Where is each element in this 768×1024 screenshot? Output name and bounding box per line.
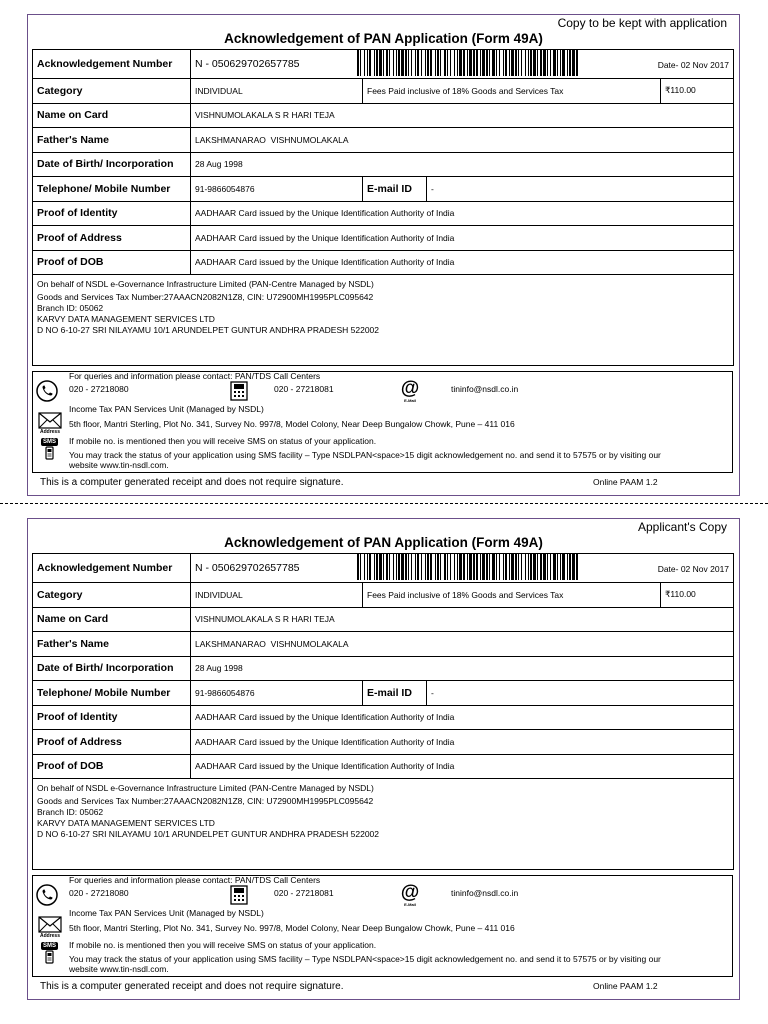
barcode-bar xyxy=(408,50,409,76)
sms-icon-caption: SMS xyxy=(43,439,57,445)
sms-text-1: If mobile no. is mentioned then you will receive SMS on status of your application. xyxy=(69,436,377,446)
fax-icon xyxy=(229,884,249,908)
barcode-bar xyxy=(550,554,551,580)
barcode-bar xyxy=(511,50,514,76)
sms-text-2: You may track the status of your application using SMS facility – Type NSDLPAN<space>15 digit acknowledgement no. and send it to 57575 or by visiting our xyxy=(69,450,661,460)
barcode-bar xyxy=(379,50,382,76)
barcode-bar xyxy=(560,554,561,580)
barcode-bar xyxy=(521,554,522,580)
barcode-bar xyxy=(553,554,556,580)
barcode-bar xyxy=(530,554,532,580)
barcode-bar xyxy=(369,50,371,76)
barcode-bar xyxy=(425,554,426,580)
sms-text-3: website www.tin-nsdl.com. xyxy=(69,964,169,974)
email-icon-caption: E-Mail xyxy=(404,398,416,403)
barcode-bar xyxy=(503,554,504,580)
form-title: Acknowledgement of PAN Application (Form 49A) xyxy=(224,31,543,46)
barcode-bar xyxy=(543,50,546,76)
barcode-bar xyxy=(480,554,481,580)
barcode-bar xyxy=(457,50,458,76)
name-label: Name on Card xyxy=(33,607,191,632)
sms-icon xyxy=(41,942,58,964)
barcode-bar xyxy=(562,50,565,76)
poi-value: AADHAAR Card issued by the Unique Identification Authority of India xyxy=(191,201,734,226)
barcode-bar xyxy=(492,554,495,580)
barcode-bar xyxy=(411,554,412,580)
cut-line xyxy=(0,503,768,504)
category-label: Category xyxy=(33,79,191,104)
barcode-bar xyxy=(454,554,455,580)
email-label: E-mail ID xyxy=(363,177,427,202)
father-value: LAKSHMANARAO VISHNUMOLAKALA xyxy=(191,128,734,153)
envelope-icon xyxy=(37,916,63,939)
barcode-bar xyxy=(440,554,441,580)
dob-label: Date of Birth/ Incorporation xyxy=(33,152,191,177)
row-category xyxy=(33,583,734,608)
dob-value: 28 Aug 1998 xyxy=(191,152,734,177)
barcode-bar xyxy=(567,554,568,580)
email-value: - xyxy=(427,177,734,202)
phone-number-1: 020 - 27218080 xyxy=(69,888,129,898)
barcode-bar xyxy=(509,50,510,76)
acknowledgement-copy-applicant xyxy=(27,518,740,1000)
phone-icon xyxy=(36,380,58,404)
barcode-bar xyxy=(425,50,426,76)
barcode-bar xyxy=(435,554,436,580)
barcode-bar xyxy=(450,50,451,76)
barcode-bar xyxy=(440,50,441,76)
email-address: tininfo@nsdl.co.in xyxy=(451,888,519,898)
barcode-bar xyxy=(447,554,448,580)
row-poi xyxy=(33,201,734,226)
footer-note: This is a computer generated receipt and does not require signature. xyxy=(40,477,344,488)
details-table xyxy=(32,553,734,870)
barcode-bar xyxy=(482,554,485,580)
barcode-bar xyxy=(576,50,578,76)
behalf-block xyxy=(33,779,734,870)
name-value: VISHNUMOLAKALA S R HARI TEJA xyxy=(191,103,734,128)
agency-address-line: D NO 6-10-27 SRI NILAYAMU 10/1 ARUNDELPET GUNTUR ANDHRA PRADESH 522002 xyxy=(37,829,380,839)
barcode-bar xyxy=(437,50,439,76)
barcode-bar xyxy=(492,50,495,76)
barcode-bar xyxy=(469,554,472,580)
barcode-bar xyxy=(393,554,394,580)
barcode-bar xyxy=(444,554,446,580)
row-ack xyxy=(33,554,734,583)
barcode-bar xyxy=(415,554,416,580)
row-behalf xyxy=(33,275,734,366)
barcode-bar xyxy=(386,554,388,580)
row-father xyxy=(33,128,734,153)
copy-label: Applicant's Copy xyxy=(637,520,727,534)
phone-label: Telephone/ Mobile Number xyxy=(33,681,191,706)
barcode-bar xyxy=(450,554,451,580)
fees-value: ₹110.00 xyxy=(661,79,734,104)
barcode-bar xyxy=(367,50,368,76)
address-icon-caption: Address xyxy=(39,429,60,435)
row-poi xyxy=(33,705,734,730)
barcode-bar xyxy=(496,554,497,580)
father-label: Father's Name xyxy=(33,128,191,153)
barcode-bar xyxy=(467,50,468,76)
barcode-bar xyxy=(367,554,368,580)
barcode-bar xyxy=(525,50,526,76)
envelope-icon xyxy=(37,412,63,435)
barcode-bar xyxy=(427,50,429,76)
category-value: INDIVIDUAL xyxy=(191,79,363,104)
barcode-bar xyxy=(560,50,561,76)
ack-label: Acknowledgement Number xyxy=(33,50,191,79)
row-podob xyxy=(33,250,734,275)
barcode-bar xyxy=(430,554,432,580)
barcode-bar xyxy=(486,50,488,76)
ack-number: N - 050629702657785 xyxy=(195,562,300,574)
contact-box xyxy=(32,371,733,473)
details-table xyxy=(32,49,734,366)
sms-icon-caption: SMS xyxy=(43,943,57,949)
sms-text-2: You may track the status of your application using SMS facility – Type NSDLPAN<space>15 digit acknowledgement no. and send it to 57575 or by visiting our xyxy=(69,954,661,964)
fees-label: Fees Paid inclusive of 18% Goods and Services Tax xyxy=(363,583,661,608)
email-label: E-mail ID xyxy=(363,681,427,706)
barcode-bar xyxy=(569,554,571,580)
barcode-bar xyxy=(357,554,359,580)
row-phone xyxy=(33,681,734,706)
barcode-bar xyxy=(480,50,481,76)
barcode-bar xyxy=(383,554,384,580)
barcode-bar xyxy=(496,50,497,76)
barcode-bar xyxy=(525,554,526,580)
barcode-bar xyxy=(417,554,419,580)
barcode-bar xyxy=(430,50,432,76)
behalf-line1: On behalf of NSDL e-Governance Infrastructure Limited (PAN-Centre Managed by NSDL) xyxy=(37,783,374,793)
email-icon: @ E-Mail xyxy=(400,882,420,907)
barcode-bar xyxy=(473,50,475,76)
barcode-bar xyxy=(435,50,436,76)
barcode-bar xyxy=(376,50,378,76)
barcode-bar xyxy=(528,50,529,76)
barcode-bar xyxy=(357,50,359,76)
barcode-bar xyxy=(401,554,404,580)
barcode-bar xyxy=(540,50,542,76)
barcode-bar xyxy=(528,554,529,580)
email-address: tininfo@nsdl.co.in xyxy=(451,384,519,394)
behalf-block xyxy=(33,275,734,366)
barcode-bar xyxy=(401,50,404,76)
fees-label: Fees Paid inclusive of 18% Goods and Services Tax xyxy=(363,79,661,104)
agency-line: KARVY DATA MANAGEMENT SERVICES LTD xyxy=(37,818,215,828)
barcode-bar xyxy=(553,50,556,76)
row-poa xyxy=(33,730,734,755)
acknowledgement-copy-office xyxy=(27,14,740,496)
barcode-bar xyxy=(515,554,517,580)
barcode-bar xyxy=(499,554,500,580)
row-podob xyxy=(33,754,734,779)
barcode-bar xyxy=(405,554,407,580)
behalf-line1: On behalf of NSDL e-Governance Infrastructure Limited (PAN-Centre Managed by NSDL) xyxy=(37,279,374,289)
dob-label: Date of Birth/ Incorporation xyxy=(33,656,191,681)
barcode-bar xyxy=(421,50,422,76)
barcode-bar xyxy=(547,50,548,76)
form-title: Acknowledgement of PAN Application (Form 49A) xyxy=(224,535,543,550)
barcode-bar xyxy=(543,554,546,580)
branch-line: Branch ID: 05062 xyxy=(37,807,104,817)
barcode-bar xyxy=(383,50,384,76)
barcode-bar xyxy=(398,50,400,76)
barcode-bar xyxy=(374,554,375,580)
name-label: Name on Card xyxy=(33,103,191,128)
barcode-bar xyxy=(360,50,361,76)
barcode-bar xyxy=(415,50,416,76)
row-dob xyxy=(33,656,734,681)
queries-text: For queries and information please contact: PAN/TDS Call Centers xyxy=(69,371,321,381)
email-value: - xyxy=(427,681,734,706)
category-label: Category xyxy=(33,583,191,608)
email-icon: @ E-Mail xyxy=(400,378,420,403)
barcode-bar xyxy=(396,554,397,580)
fees-value: ₹110.00 xyxy=(661,583,734,608)
barcode-bar xyxy=(398,554,400,580)
barcode-bar xyxy=(511,554,514,580)
barcode-bar xyxy=(533,50,536,76)
ack-date: Date- 02 Nov 2017 xyxy=(657,563,730,574)
barcode-bar xyxy=(379,554,382,580)
barcode-bar xyxy=(537,554,538,580)
row-behalf xyxy=(33,779,734,870)
podob-label: Proof of DOB xyxy=(33,754,191,779)
barcode-bar xyxy=(518,554,519,580)
row-father xyxy=(33,632,734,657)
barcode-bar xyxy=(557,554,558,580)
father-label: Father's Name xyxy=(33,632,191,657)
ack-number: N - 050629702657785 xyxy=(195,58,300,70)
barcode-bar xyxy=(369,554,371,580)
phone-number-2: 020 - 27218081 xyxy=(274,384,334,394)
barcode-bar xyxy=(469,50,472,76)
row-dob xyxy=(33,152,734,177)
barcode-bar xyxy=(486,554,488,580)
row-name xyxy=(33,103,734,128)
barcode-bar xyxy=(547,554,548,580)
name-value: VISHNUMOLAKALA S R HARI TEJA xyxy=(191,607,734,632)
footer-note: This is a computer generated receipt and does not require signature. xyxy=(40,981,344,992)
barcode-bar xyxy=(427,554,429,580)
barcode-bar xyxy=(515,50,517,76)
row-poa xyxy=(33,226,734,251)
barcode-bar xyxy=(489,554,490,580)
podob-label: Proof of DOB xyxy=(33,250,191,275)
barcode-bar xyxy=(454,50,455,76)
phone-value: 91-9866054876 xyxy=(191,681,363,706)
barcode-bar xyxy=(459,50,462,76)
gst-line: Goods and Services Tax Number:27AAACN2082N1Z8, CIN: U72900MH1995PLC095642 xyxy=(37,292,374,302)
row-name xyxy=(33,607,734,632)
gst-line: Goods and Services Tax Number:27AAACN2082N1Z8, CIN: U72900MH1995PLC095642 xyxy=(37,796,374,806)
barcode-bar xyxy=(364,554,365,580)
category-value: INDIVIDUAL xyxy=(191,583,363,608)
contact-box xyxy=(32,875,733,977)
podob-value: AADHAAR Card issued by the Unique Identification Authority of India xyxy=(191,250,734,275)
version-text: Online PAAM 1.2 xyxy=(593,477,658,487)
barcode-icon xyxy=(357,50,579,78)
poa-label: Proof of Address xyxy=(33,226,191,251)
barcode-bar xyxy=(473,554,475,580)
poa-value: AADHAAR Card issued by the Unique Identification Authority of India xyxy=(191,730,734,755)
podob-value: AADHAAR Card issued by the Unique Identification Authority of India xyxy=(191,754,734,779)
barcode-bar xyxy=(503,50,504,76)
barcode-bar xyxy=(533,554,536,580)
barcode-bar xyxy=(505,50,507,76)
sms-text-1: If mobile no. is mentioned then you will receive SMS on status of your application. xyxy=(69,940,377,950)
poa-label: Proof of Address xyxy=(33,730,191,755)
barcode-bar xyxy=(411,50,412,76)
barcode-bar xyxy=(364,50,365,76)
barcode-bar xyxy=(463,50,465,76)
fax-icon xyxy=(229,380,249,404)
barcode-bar xyxy=(476,50,478,76)
barcode-bar xyxy=(540,554,542,580)
barcode-bar xyxy=(550,50,551,76)
poa-value: AADHAAR Card issued by the Unique Identification Authority of India xyxy=(191,226,734,251)
phone-label: Telephone/ Mobile Number xyxy=(33,177,191,202)
barcode-bar xyxy=(463,554,465,580)
barcode-bar xyxy=(389,50,390,76)
barcode-bar xyxy=(405,50,407,76)
barcode-bar xyxy=(509,554,510,580)
barcode-bar xyxy=(562,554,565,580)
row-category xyxy=(33,79,734,104)
barcode-bar xyxy=(374,50,375,76)
branch-line: Branch ID: 05062 xyxy=(37,303,104,313)
barcode-bar xyxy=(444,50,446,76)
barcode-bar xyxy=(505,554,507,580)
barcode-bar xyxy=(572,554,575,580)
barcode-bar xyxy=(421,554,422,580)
barcode-icon xyxy=(357,554,579,582)
row-ack xyxy=(33,50,734,79)
phone-number-1: 020 - 27218080 xyxy=(69,384,129,394)
sms-text-3: website www.tin-nsdl.com. xyxy=(69,460,169,470)
barcode-bar xyxy=(482,50,485,76)
unit-text: Income Tax PAN Services Unit (Managed by NSDL) xyxy=(69,908,264,918)
barcode-bar xyxy=(521,50,522,76)
dob-value: 28 Aug 1998 xyxy=(191,656,734,681)
barcode-bar xyxy=(467,554,468,580)
email-icon-caption: E-Mail xyxy=(404,902,416,907)
row-phone xyxy=(33,177,734,202)
address-icon-caption: Address xyxy=(39,933,60,939)
barcode-bar xyxy=(386,50,388,76)
phone-icon xyxy=(36,884,58,908)
barcode-bar xyxy=(518,50,519,76)
barcode-bar xyxy=(360,554,361,580)
queries-text: For queries and information please contact: PAN/TDS Call Centers xyxy=(69,875,321,885)
barcode-bar xyxy=(457,554,458,580)
barcode-bar xyxy=(489,50,490,76)
barcode-bar xyxy=(557,50,558,76)
sms-icon xyxy=(41,438,58,460)
barcode-bar xyxy=(396,50,397,76)
father-value: LAKSHMANARAO VISHNUMOLAKALA xyxy=(191,632,734,657)
barcode-bar xyxy=(408,554,409,580)
barcode-bar xyxy=(530,50,532,76)
poi-label: Proof of Identity xyxy=(33,201,191,226)
barcode-bar xyxy=(537,50,538,76)
phone-number-2: 020 - 27218081 xyxy=(274,888,334,898)
phone-value: 91-9866054876 xyxy=(191,177,363,202)
barcode-bar xyxy=(459,554,462,580)
barcode-bar xyxy=(499,50,500,76)
ack-label: Acknowledgement Number xyxy=(33,554,191,583)
poi-label: Proof of Identity xyxy=(33,705,191,730)
copy-label: Copy to be kept with application xyxy=(557,16,727,30)
poi-value: AADHAAR Card issued by the Unique Identification Authority of India xyxy=(191,705,734,730)
barcode-bar xyxy=(447,50,448,76)
barcode-bar xyxy=(389,554,390,580)
barcode-bar xyxy=(417,50,419,76)
unit-text: Income Tax PAN Services Unit (Managed by NSDL) xyxy=(69,404,264,414)
version-text: Online PAAM 1.2 xyxy=(593,981,658,991)
barcode-bar xyxy=(572,50,575,76)
unit-address: 5th floor, Mantri Sterling, Plot No. 341, Survey No. 997/8, Model Colony, Near Deep Bungalow Chowk, Pune – 411 016 xyxy=(69,419,515,429)
barcode-bar xyxy=(567,50,568,76)
unit-address: 5th floor, Mantri Sterling, Plot No. 341, Survey No. 997/8, Model Colony, Near Deep Bungalow Chowk, Pune – 411 016 xyxy=(69,923,515,933)
agency-line: KARVY DATA MANAGEMENT SERVICES LTD xyxy=(37,314,215,324)
barcode-bar xyxy=(393,50,394,76)
barcode-bar xyxy=(476,554,478,580)
barcode-bar xyxy=(437,554,439,580)
ack-date: Date- 02 Nov 2017 xyxy=(657,59,730,70)
barcode-bar xyxy=(576,554,578,580)
barcode-bar xyxy=(376,554,378,580)
barcode-bar xyxy=(569,50,571,76)
agency-address-line: D NO 6-10-27 SRI NILAYAMU 10/1 ARUNDELPET GUNTUR ANDHRA PRADESH 522002 xyxy=(37,325,380,335)
